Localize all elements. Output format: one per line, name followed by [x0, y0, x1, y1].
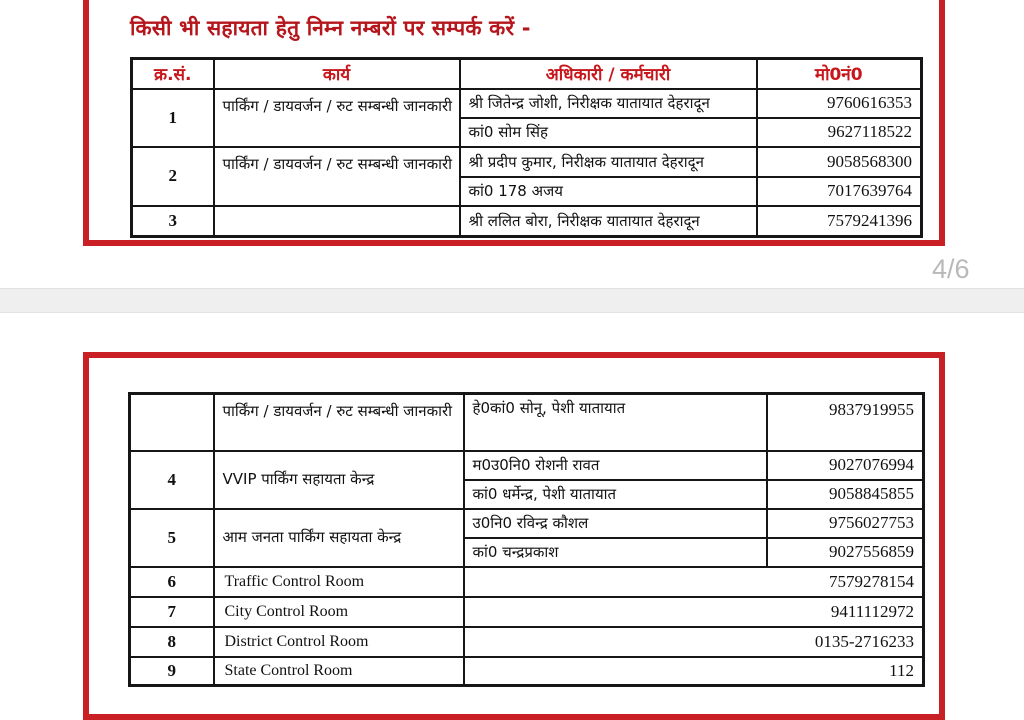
table-row — [132, 89, 922, 118]
officer-cell: श्री ललित बोरा, निरीक्षक यातायात देहरादून — [460, 206, 757, 237]
serial-cell: 6 — [130, 567, 214, 597]
work-cell: VVIP पार्किंग सहायता केन्द्र — [214, 451, 464, 509]
phone-cell: 0135-2716233 — [464, 627, 924, 657]
serial-cell: 5 — [130, 509, 214, 567]
officer-cell: कां0 सोम सिंह — [460, 118, 757, 147]
officer-cell: कां0 धर्मेन्द्र, पेशी यातायात — [464, 480, 767, 509]
header-phone: मो0नं0 — [757, 59, 922, 89]
serial-cell: 3 — [132, 206, 214, 237]
work-cell: District Control Room — [214, 627, 464, 657]
phone-cell: 7579278154 — [464, 567, 924, 597]
page-title: किसी भी सहायता हेतु निम्न नम्बरों पर सम्पर्क करें - — [130, 16, 531, 40]
serial-cell — [130, 394, 214, 451]
phone-cell: 9627118522 — [757, 118, 922, 147]
serial-cell: 4 — [130, 451, 214, 509]
page-separator-band — [0, 288, 1024, 313]
officer-cell: म0उ0नि0 रोशनी रावत — [464, 451, 767, 480]
contacts-table-page5 — [128, 392, 925, 687]
table-row — [132, 206, 922, 237]
serial-cell: 1 — [132, 89, 214, 147]
table-row — [130, 394, 924, 451]
phone-cell: 9058568300 — [757, 147, 922, 177]
work-cell — [214, 206, 460, 237]
officer-cell: कां0 चन्द्रप्रकाश — [464, 538, 767, 567]
table-row — [130, 509, 924, 538]
page-indicator: 4/6 — [932, 254, 970, 284]
contacts-table-page4 — [130, 57, 923, 238]
phone-cell: 9756027753 — [767, 509, 924, 538]
work-cell: Traffic Control Room — [214, 567, 464, 597]
work-cell: पार्किंग / डायवर्जन / रुट सम्बन्धी जानकारी — [214, 394, 464, 451]
phone-cell: 9058845855 — [767, 480, 924, 509]
phone-cell: 9760616353 — [757, 89, 922, 118]
officer-cell: श्री जितेन्द्र जोशी, निरीक्षक यातायात देहरादून — [460, 89, 757, 118]
table-row — [130, 597, 924, 627]
table-row — [130, 567, 924, 597]
phone-cell: 9027076994 — [767, 451, 924, 480]
work-cell: पार्किंग / डायवर्जन / रुट सम्बन्धी जानकारी — [214, 89, 460, 147]
work-cell: City Control Room — [214, 597, 464, 627]
phone-cell: 7017639764 — [757, 177, 922, 206]
officer-cell: श्री प्रदीप कुमार, निरीक्षक यातायात देहरादून — [460, 147, 757, 177]
serial-cell: 8 — [130, 627, 214, 657]
work-cell: State Control Room — [214, 657, 464, 686]
header-work: कार्य — [214, 59, 460, 89]
table-row — [130, 657, 924, 686]
phone-cell: 9837919955 — [767, 394, 924, 451]
officer-cell: हे0कां0 सोनू, पेशी यातायात — [464, 394, 767, 451]
phone-cell: 112 — [464, 657, 924, 686]
work-cell: आम जनता पार्किंग सहायता केन्द्र — [214, 509, 464, 567]
header-officer: अधिकारी / कर्मचारी — [460, 59, 757, 89]
phone-cell: 9411112972 — [464, 597, 924, 627]
officer-cell: कां0 178 अजय — [460, 177, 757, 206]
header-serial: क्र.सं. — [132, 59, 214, 89]
serial-cell: 2 — [132, 147, 214, 206]
table-row — [130, 627, 924, 657]
officer-cell: उ0नि0 रविन्द्र कौशल — [464, 509, 767, 538]
work-cell: पार्किंग / डायवर्जन / रुट सम्बन्धी जानकारी — [214, 147, 460, 206]
table-header-row — [132, 59, 922, 89]
serial-cell: 9 — [130, 657, 214, 686]
serial-cell: 7 — [130, 597, 214, 627]
table-row — [132, 147, 922, 177]
phone-cell: 7579241396 — [757, 206, 922, 237]
phone-cell: 9027556859 — [767, 538, 924, 567]
table-row — [130, 451, 924, 480]
